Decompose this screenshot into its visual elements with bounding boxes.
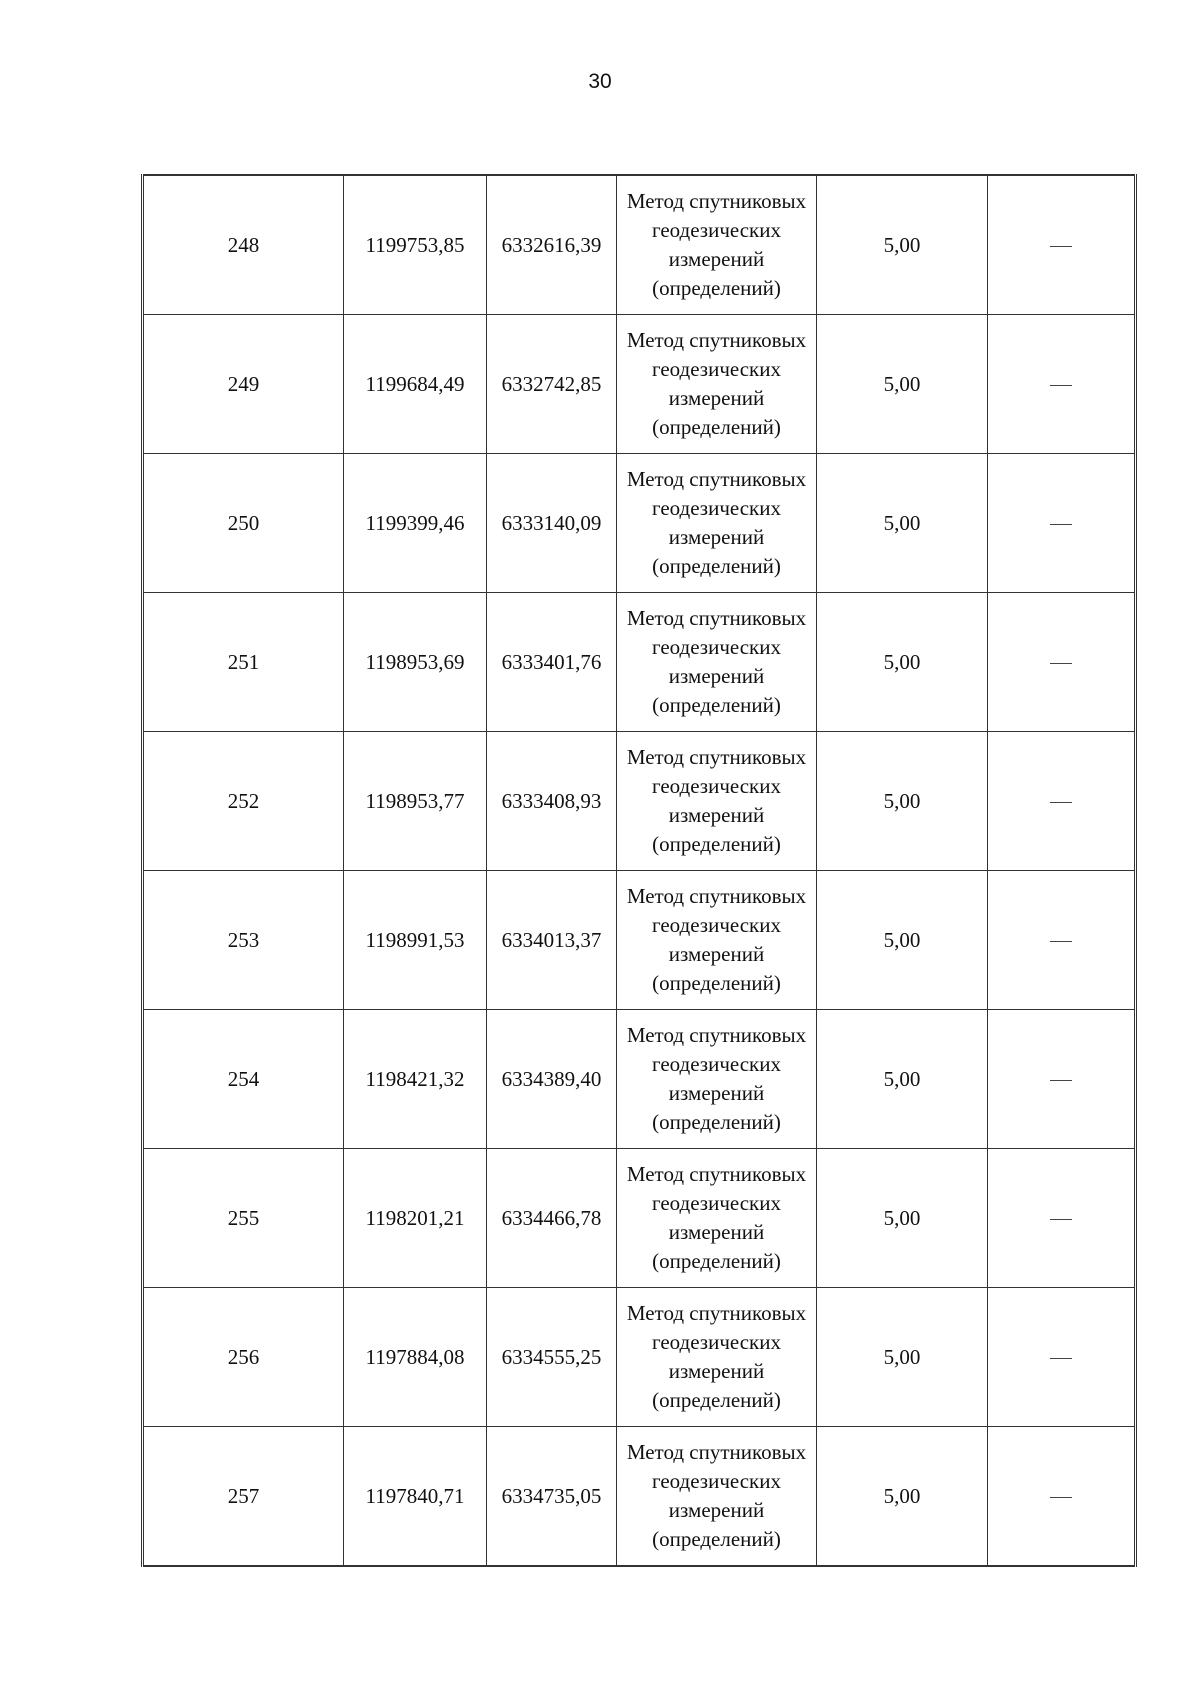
y-coordinate-cell: 6333408,93 xyxy=(487,732,617,871)
method-cell xyxy=(617,1149,817,1288)
method-text-line: измерений xyxy=(668,386,765,410)
x-coordinate-cell: 1198421,32 xyxy=(344,1010,487,1149)
method-text-line: измерений xyxy=(668,664,765,688)
method-text-line: геодезических xyxy=(651,218,781,242)
note-cell xyxy=(988,315,1136,454)
method-text-line: Метод спутниковых xyxy=(626,1440,807,1464)
method-text-line: Метод спутниковых xyxy=(626,189,807,213)
coordinates-table-wrapper xyxy=(141,174,1134,1567)
note-cell xyxy=(988,1010,1136,1149)
x-coordinate-cell: 1199753,85 xyxy=(344,175,487,315)
dash-mark xyxy=(1050,802,1072,803)
method-text-line: (определений) xyxy=(652,1249,781,1273)
accuracy-cell: 5,00 xyxy=(817,1288,988,1427)
method-text-line: (определений) xyxy=(652,554,781,578)
note-cell xyxy=(988,454,1136,593)
method-text-line: измерений xyxy=(668,1220,765,1244)
accuracy-cell: 5,00 xyxy=(817,871,988,1010)
point-number-cell: 251 xyxy=(143,593,344,732)
dash-mark xyxy=(1050,663,1072,664)
method-text-line: Метод спутниковых xyxy=(626,745,807,769)
method-text-line: геодезических xyxy=(651,1330,781,1354)
method-cell xyxy=(617,1427,817,1567)
y-coordinate-cell: 6333401,76 xyxy=(487,593,617,732)
accuracy-cell: 5,00 xyxy=(817,732,988,871)
dash-mark xyxy=(1050,941,1072,942)
method-cell xyxy=(617,1010,817,1149)
table-row xyxy=(143,593,1136,732)
dash-mark xyxy=(1050,1080,1072,1081)
method-text-line: геодезических xyxy=(651,1469,781,1493)
coordinates-table-body xyxy=(143,175,1136,1566)
note-cell xyxy=(988,1149,1136,1288)
y-coordinate-cell: 6334013,37 xyxy=(487,871,617,1010)
method-text-line: геодезических xyxy=(651,635,781,659)
dash-mark xyxy=(1050,1358,1072,1359)
method-cell xyxy=(617,1288,817,1427)
method-text-line: геодезических xyxy=(651,913,781,937)
y-coordinate-cell: 6333140,09 xyxy=(487,454,617,593)
accuracy-cell: 5,00 xyxy=(817,1010,988,1149)
table-row xyxy=(143,871,1136,1010)
dash-mark xyxy=(1050,246,1072,247)
method-cell xyxy=(617,175,817,315)
y-coordinate-cell: 6334735,05 xyxy=(487,1427,617,1567)
note-cell xyxy=(988,1288,1136,1427)
method-text-line: измерений xyxy=(668,1359,765,1383)
y-coordinate-cell: 6332742,85 xyxy=(487,315,617,454)
note-cell xyxy=(988,871,1136,1010)
method-text-line: Метод спутниковых xyxy=(626,1301,807,1325)
dash-mark xyxy=(1050,524,1072,525)
method-text-line: измерений xyxy=(668,942,765,966)
note-cell xyxy=(988,1427,1136,1567)
x-coordinate-cell: 1198953,69 xyxy=(344,593,487,732)
method-text-line: (определений) xyxy=(652,415,781,439)
method-text-line: геодезических xyxy=(651,1052,781,1076)
x-coordinate-cell: 1198953,77 xyxy=(344,732,487,871)
point-number-cell: 254 xyxy=(143,1010,344,1149)
dash-mark xyxy=(1050,385,1072,386)
x-coordinate-cell: 1198201,21 xyxy=(344,1149,487,1288)
method-cell xyxy=(617,871,817,1010)
method-cell xyxy=(617,454,817,593)
point-number-cell: 252 xyxy=(143,732,344,871)
method-cell xyxy=(617,593,817,732)
method-text-line: измерений xyxy=(668,803,765,827)
accuracy-cell: 5,00 xyxy=(817,175,988,315)
x-coordinate-cell: 1199684,49 xyxy=(344,315,487,454)
table-row xyxy=(143,732,1136,871)
point-number-cell: 249 xyxy=(143,315,344,454)
x-coordinate-cell: 1197884,08 xyxy=(344,1288,487,1427)
method-text-line: измерений xyxy=(668,1081,765,1105)
accuracy-cell: 5,00 xyxy=(817,1427,988,1567)
dash-mark xyxy=(1050,1497,1072,1498)
method-text-line: геодезических xyxy=(651,774,781,798)
x-coordinate-cell: 1199399,46 xyxy=(344,454,487,593)
method-text-line: измерений xyxy=(668,1498,765,1522)
method-text-line: (определений) xyxy=(652,1527,781,1551)
accuracy-cell: 5,00 xyxy=(817,315,988,454)
note-cell xyxy=(988,732,1136,871)
note-cell xyxy=(988,175,1136,315)
y-coordinate-cell: 6334466,78 xyxy=(487,1149,617,1288)
point-number-cell: 248 xyxy=(143,175,344,315)
accuracy-cell: 5,00 xyxy=(817,593,988,732)
table-row xyxy=(143,1149,1136,1288)
page-number: 30 xyxy=(588,70,612,93)
method-text-line: измерений xyxy=(668,247,765,271)
method-text-line: Метод спутниковых xyxy=(626,1023,807,1047)
method-text-line: Метод спутниковых xyxy=(626,1162,807,1186)
method-text-line: (определений) xyxy=(652,693,781,717)
point-number-cell: 250 xyxy=(143,454,344,593)
method-text-line: геодезических xyxy=(651,496,781,520)
method-text-line: Метод спутниковых xyxy=(626,606,807,630)
accuracy-cell: 5,00 xyxy=(817,454,988,593)
method-text-line: (определений) xyxy=(652,1388,781,1412)
y-coordinate-cell: 6332616,39 xyxy=(487,175,617,315)
note-cell xyxy=(988,593,1136,732)
method-text-line: (определений) xyxy=(652,971,781,995)
table-row xyxy=(143,1427,1136,1567)
method-text-line: геодезических xyxy=(651,1191,781,1215)
method-text-line: Метод спутниковых xyxy=(626,884,807,908)
method-text-line: (определений) xyxy=(652,276,781,300)
y-coordinate-cell: 6334555,25 xyxy=(487,1288,617,1427)
method-text-line: Метод спутниковых xyxy=(626,467,807,491)
point-number-cell: 253 xyxy=(143,871,344,1010)
table-row xyxy=(143,1010,1136,1149)
x-coordinate-cell: 1197840,71 xyxy=(344,1427,487,1567)
method-text-line: (определений) xyxy=(652,832,781,856)
method-cell xyxy=(617,315,817,454)
y-coordinate-cell: 6334389,40 xyxy=(487,1010,617,1149)
table-row xyxy=(143,454,1136,593)
point-number-cell: 256 xyxy=(143,1288,344,1427)
table-row xyxy=(143,1288,1136,1427)
method-text-line: геодезических xyxy=(651,357,781,381)
method-text-line: измерений xyxy=(668,525,765,549)
x-coordinate-cell: 1198991,53 xyxy=(344,871,487,1010)
accuracy-cell: 5,00 xyxy=(817,1149,988,1288)
method-cell xyxy=(617,732,817,871)
point-number-cell: 257 xyxy=(143,1427,344,1567)
table-row xyxy=(143,175,1136,315)
coordinates-table xyxy=(141,174,1137,1567)
point-number-cell: 255 xyxy=(143,1149,344,1288)
table-row xyxy=(143,315,1136,454)
method-text-line: Метод спутниковых xyxy=(626,328,807,352)
method-text-line: (определений) xyxy=(652,1110,781,1134)
dash-mark xyxy=(1050,1219,1072,1220)
